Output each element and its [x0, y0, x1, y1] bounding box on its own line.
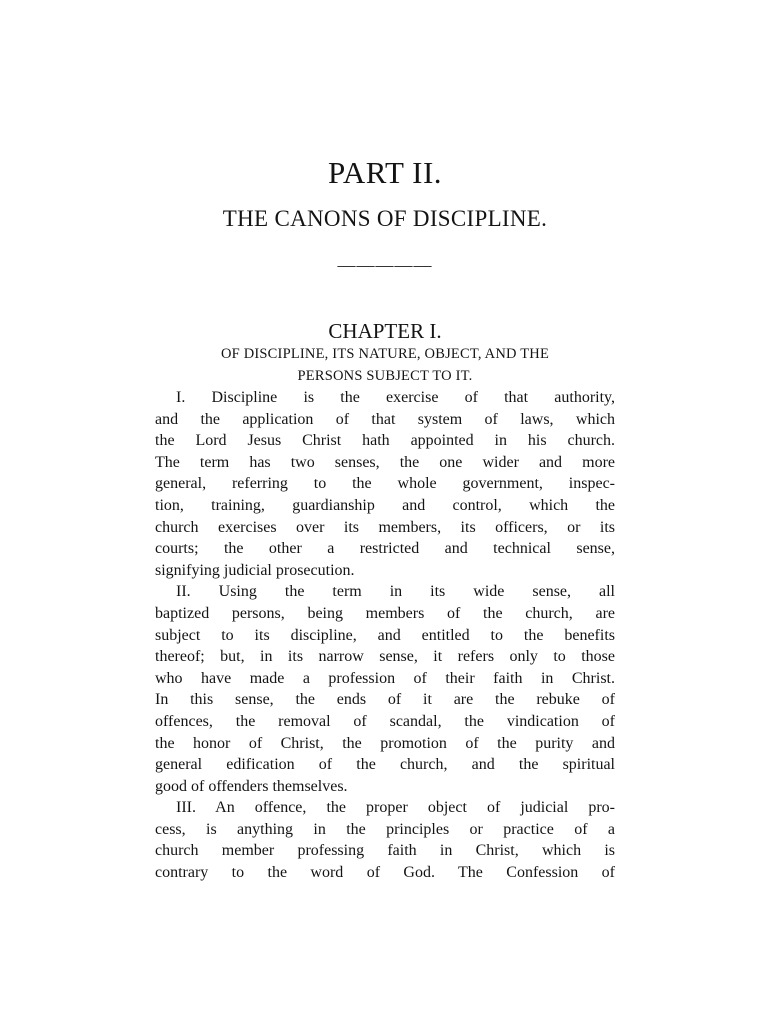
body-line: baptized persons, being members of the church, are [155, 604, 615, 622]
body-line: the Lord Jesus Christ hath appointed in his church. [155, 432, 615, 450]
body-line: and the application of that system of laws, which [155, 410, 615, 428]
body-line: III. An offence, the proper object of judicial pro- [176, 799, 615, 817]
chapter-subtitle [150, 343, 620, 387]
body-line: II. Using the term in its wide sense, all [176, 583, 615, 601]
body-line: the honor of Christ, the promotion of the purity and [155, 734, 615, 752]
part-subtitle: THE CANONS OF DISCIPLINE. [222, 206, 548, 231]
body-line: thereof; but, in its narrow sense, it refers only to those [155, 648, 615, 666]
chapter-title: CHAPTER I. [328, 319, 442, 343]
section-rule: ————— [337, 255, 433, 275]
body-line: tion, training, guardianship and control, which the [155, 496, 615, 514]
body-line: general, referring to the whole government, inspec- [155, 475, 615, 493]
body-text [155, 387, 615, 884]
body-line: who have made a profession of their faith in Christ. [155, 669, 615, 687]
body-line: In this sense, the ends of it are the rebuke of [155, 691, 615, 709]
body-line: general edification of the church, and the spiritual [155, 756, 615, 774]
body-line: contrary to the word of God. The Confession of [155, 864, 615, 882]
body-line: The term has two senses, the one wider and more [155, 453, 615, 471]
body-line: subject to its discipline, and entitled to the benefits [155, 626, 615, 644]
body-line: cess, is anything in the principles or practice of a [155, 820, 615, 838]
body-line: courts; the other a restricted and technical sense, [155, 540, 615, 558]
body-line: church exercises over its members, its officers, or its [155, 518, 615, 536]
body-line: church member professing faith in Christ, which is [155, 842, 615, 860]
body-line: I. Discipline is the exercise of that authority, [176, 389, 615, 406]
body-line: good of offenders themselves. [155, 777, 348, 795]
chapter-subtitle-line: PERSONS SUBJECT TO IT. [297, 368, 473, 384]
chapter-subtitle-line: OF DISCIPLINE, ITS NATURE, OBJECT, AND THE [220, 346, 550, 362]
body-line: offences, the removal of scandal, the vindication of [155, 712, 615, 730]
part-title: PART II. [327, 155, 443, 190]
body-line: signifying judicial prosecution. [155, 561, 355, 579]
